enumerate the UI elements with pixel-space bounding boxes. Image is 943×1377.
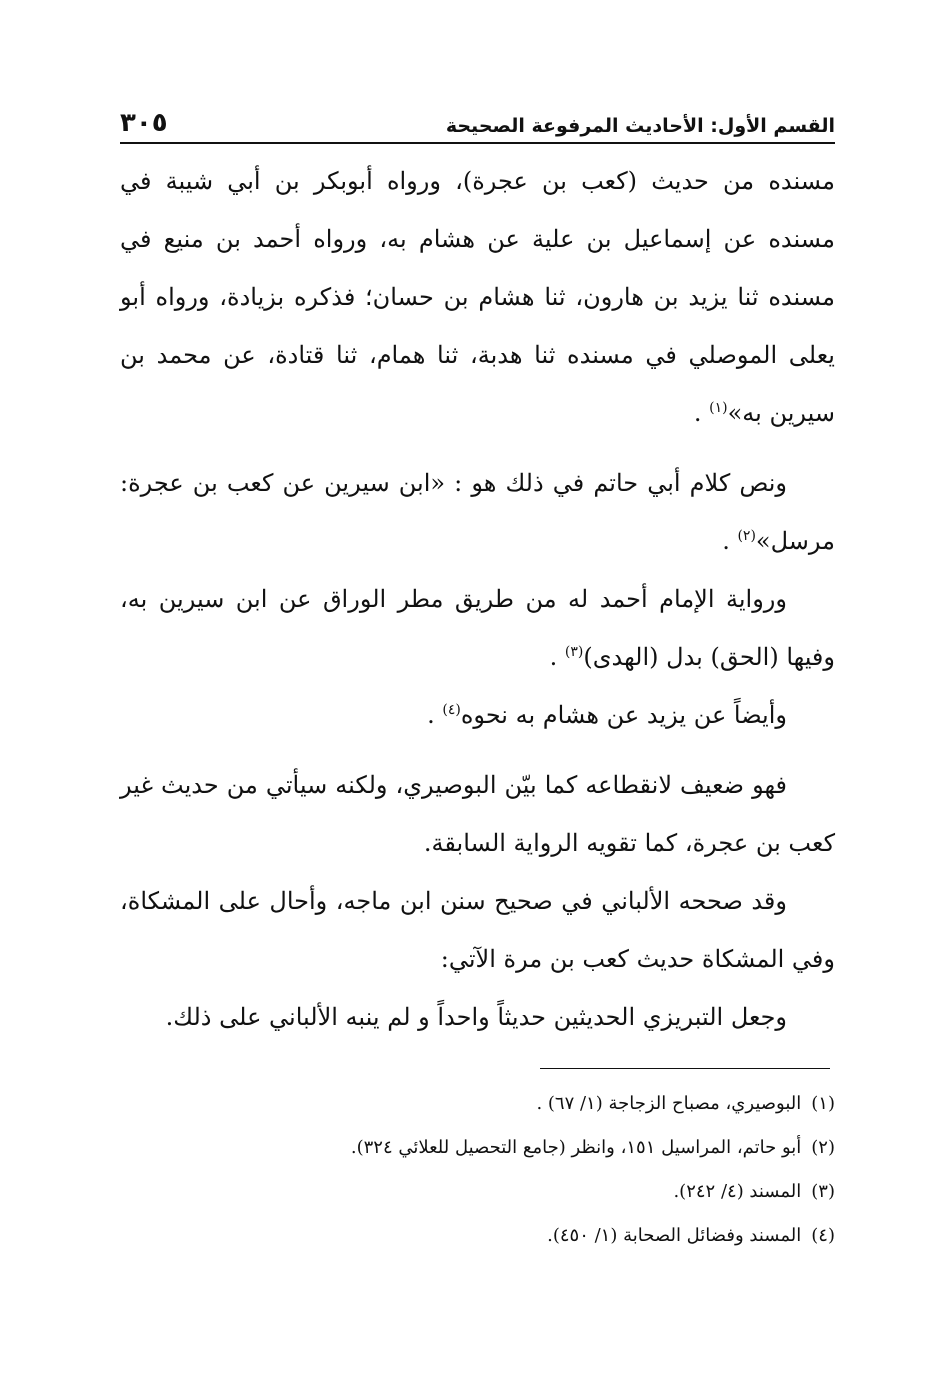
paragraph-text: فهو ضعيف لانقطاعه كما بيّن البوصيري، ولكنه سيأتي من حديث غير كعب بن عجرة، كما تقويه الرواية السابقة.	[120, 771, 835, 857]
paragraph-text: وجعل التبريزي الحديثين حديثاً واحداً و لم ينبه الألباني على ذلك.	[165, 1003, 787, 1031]
paragraph	[120, 988, 835, 1046]
main-text	[120, 152, 835, 1046]
footnote-reference[interactable]: (١)	[709, 400, 728, 416]
paragraph	[120, 454, 835, 570]
footnote-item	[120, 1170, 835, 1214]
paragraph-end: .	[427, 701, 443, 729]
footnote-item	[120, 1082, 835, 1126]
paragraph-text: ورواية الإمام أحمد له من طريق مطر الوراق عن ابن سيرين به، وفيها (الحق) بدل (الهدى)	[120, 585, 835, 671]
page-header	[120, 100, 835, 144]
footnote-divider	[540, 1068, 830, 1069]
paragraph-text: وقد صححه الألباني في صحيح سنن ابن ماجه، وأحال على المشكاة، وفي المشكاة حديث كعب بن مرة الآتي:	[120, 887, 835, 973]
footnotes	[120, 1082, 835, 1258]
paragraph-end: .	[549, 643, 565, 671]
footnote-text: البوصيري، مصباح الزجاجة (١/ ٦٧) .	[536, 1093, 802, 1114]
paragraph	[120, 152, 835, 442]
footnote-reference[interactable]: (٣)	[564, 644, 584, 660]
footnote-text: المسند (٤/ ٢٤٢).	[673, 1181, 802, 1202]
footnote-text: المسند وفضائل الصحابة (١/ ٤٥٠).	[547, 1225, 802, 1246]
footnote-item	[120, 1214, 835, 1258]
footnote-text: أبو حاتم، المراسيل ١٥١، وانظر (جامع التحصيل للعلائي ٣٢٤).	[350, 1137, 802, 1158]
footnote-reference[interactable]: (٤)	[442, 702, 461, 718]
paragraph	[120, 756, 835, 872]
paragraph	[120, 872, 835, 988]
footnote-number: (٣)	[811, 1181, 835, 1202]
footnote-number: (١)	[811, 1093, 835, 1114]
footnote-number: (٤)	[811, 1225, 835, 1246]
paragraph	[120, 686, 835, 744]
paragraph-end: .	[722, 527, 738, 555]
paragraph-text: وأيضاً عن يزيد عن هشام به نحوه	[460, 701, 787, 729]
paragraph	[120, 570, 835, 686]
footnote-reference[interactable]: (٢)	[737, 528, 756, 544]
paragraph-text: مسنده من حديث (كعب بن عجرة)، ورواه أبوبكر بن أبي شيبة في مسنده عن إسماعيل بن علية عن هشام به، ورواه أحمد بن منيع في مسنده ثنا يزيد بن هارون، ثنا هشام بن حسان؛ فذكره بزيادة، ورواه أبو يعلى الموصلي في مسنده ثنا هدبة، ثنا همام، ثنا قتادة، عن محمد بن سيرين به»	[120, 167, 835, 427]
paragraph-end: .	[693, 399, 710, 427]
running-title: القسم الأول: الأحاديث المرفوعة الصحيحة	[445, 115, 835, 137]
footnote-item	[120, 1126, 835, 1170]
paragraph-text: ونص كلام أبي حاتم في ذلك هو : «ابن سيرين عن كعب بن عجرة: مرسل»	[120, 469, 835, 555]
footnote-number: (٢)	[811, 1137, 835, 1158]
page-number: ٣٠٥	[120, 108, 168, 138]
